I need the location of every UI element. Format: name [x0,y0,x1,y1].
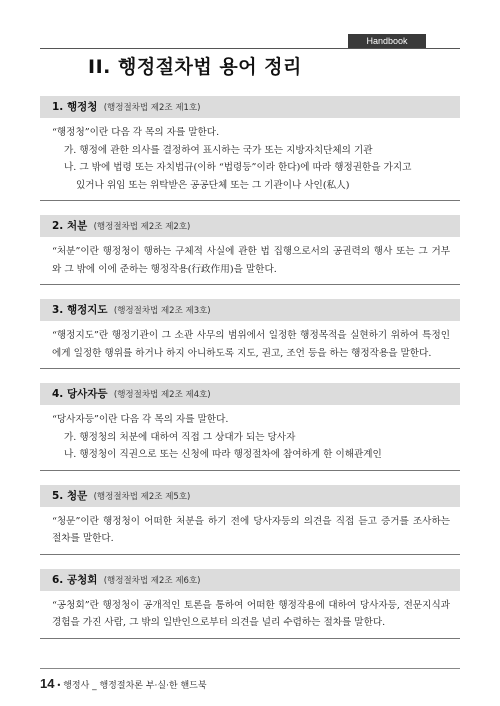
definition-text: “당사자등”이란 다음 각 목의 자를 말한다. [52,414,229,425]
page-number: 14 [40,676,55,691]
section-header [40,215,460,237]
section-reference: (행정절차법 제2조 제3호) [113,306,211,316]
page-footer [40,676,207,691]
section-title: 6. 공청회 [52,573,98,586]
section-title: 2. 처분 [52,220,88,232]
list-item: 나. 그 밖에 법령 또는 자치법규(이하 “법령등”이라 한다)에 따라 행정권한을 가지고 [64,162,412,173]
section-body [40,507,460,555]
section-reference: (행정절차법 제2조 제2호) [93,222,191,232]
section-public-hearing [40,569,460,639]
definition-text: “행정청”이란 다음 각 목의 자를 말한다. [52,127,220,138]
section-header [40,383,460,405]
list-item: 나. 행정청이 직권으로 또는 신청에 따라 행정절차에 참여하게 한 이해관계인 [64,449,382,460]
section-body [40,405,460,471]
list-item-continuation: 있거나 위임 또는 위탁받은 공공단체 또는 그 기관이나 사인(私人) [76,179,350,191]
section-reference: (행정절차법 제2조 제5호) [93,491,191,502]
section-header [40,569,460,591]
section-title: 4. 당사자등 [52,388,108,400]
section-administrative-guidance [40,299,460,369]
section-body [40,591,460,639]
section-administrative-agency [40,96,460,201]
section-body [40,118,460,201]
section-parties [40,383,460,471]
section-title: 1. 행정청 [52,101,98,113]
handbook-tag: Handbook [348,34,426,48]
section-reference: (행정절차법 제2조 제1호) [103,103,201,113]
list-item: 가. 행정에 관한 의사를 결정하여 표시하는 국가 또는 지방자치단체의 기관 [64,144,373,156]
definition-text: “처분”이란 행정청이 행하는 구체적 사실에 관한 법 집행으로서의 공권력의 행사 또는 그 거부와 그 밖에 이에 준하는 행정작용(行政作用)을 말한다. [52,246,450,275]
footer-book-title: 행정사 _ 행정절차론 부·실·한 핸드북 [63,681,207,691]
section-header [40,485,460,507]
section-hearing [40,485,460,555]
definition-text: “공청회”란 행정청이 공개적인 토론을 통하여 어떠한 행정작용에 대하여 당사자등, 전문지식과 경험을 가진 사람, 그 밖의 일반인으로부터 의견을 널리 수렴하는 절차를 말한다. [52,599,450,628]
section-title: 3. 행정지도 [52,304,108,316]
footer-bullet: • [56,681,62,690]
section-header [40,299,460,321]
section-disposition [40,215,460,285]
section-body [40,237,460,285]
definition-text: “행정지도”란 행정기관이 그 소관 사무의 범위에서 일정한 행정목적을 실현하기 위하여 특정인에게 일정한 행위를 하거나 하지 아니하도록 지도, 권고, 조언 등을 하는 행정작용을 말한다. [52,330,450,359]
page-title: II. 행정절차법 용어 정리 [88,56,302,78]
section-body [40,321,460,369]
terms-content [40,96,460,653]
header-divider [40,48,460,49]
footer-divider [40,668,460,669]
list-item: 가. 행정청의 처분에 대하여 직접 그 상대가 되는 당사자 [64,431,296,443]
section-reference: (행정절차법 제2조 제4호) [113,390,211,400]
section-reference: (행정절차법 제2조 제6호) [103,575,201,586]
definition-text: “청문”이란 행정청이 어떠한 처분을 하기 전에 당사자등의 의견을 직접 듣고 증거를 조사하는 절차를 말한다. [52,515,450,544]
section-header [40,96,460,118]
section-title: 5. 청문 [52,489,88,502]
